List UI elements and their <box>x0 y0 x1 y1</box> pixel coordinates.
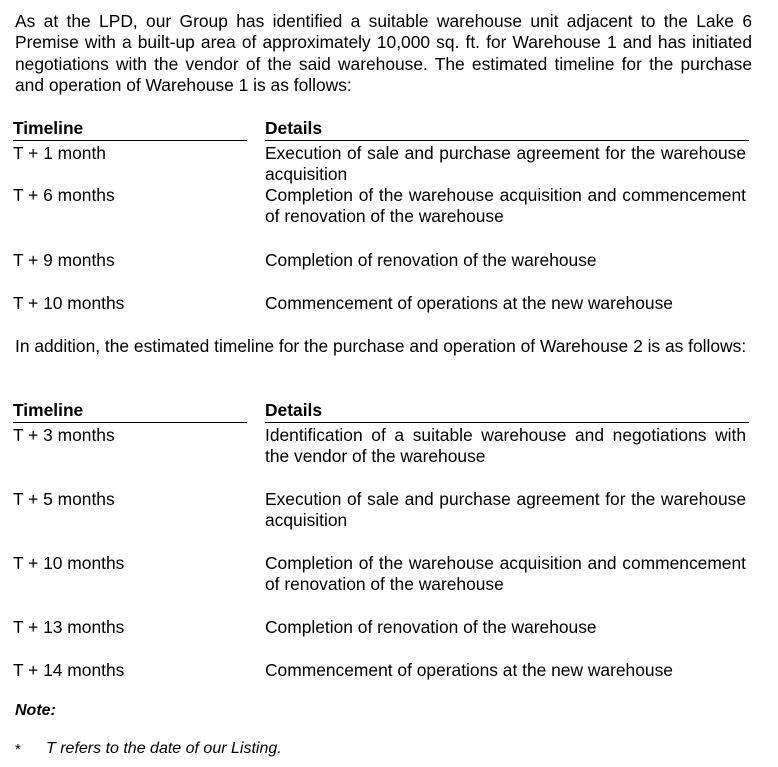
table1-row1-details: Execution of sale and purchase agreement for the warehouse acquisition <box>265 143 746 185</box>
table1-row3-details: Completion of renovation of the warehouse <box>265 250 597 270</box>
table1-timeline-rule <box>13 140 247 141</box>
table1-header-details: Details <box>265 118 323 138</box>
table1-row2-details: Completion of the warehouse acquisition and commencement of renovation of the warehouse <box>265 185 746 227</box>
table2-details-rule <box>265 422 749 423</box>
table1-row3-timeline: T + 9 months <box>13 250 115 270</box>
table1-details-rule <box>265 140 749 141</box>
table2-header-timeline: Timeline <box>13 400 84 420</box>
middle-paragraph: In addition, the estimated timeline for the purchase and operation of Warehouse 2 is as follows: <box>15 336 747 356</box>
table1-row4-timeline: T + 10 months <box>13 293 125 313</box>
table1-header-timeline: Timeline <box>13 118 84 138</box>
note-label: Note: <box>15 702 56 719</box>
table1-row1-timeline: T + 1 month <box>13 143 106 163</box>
table2-timeline-rule <box>13 422 247 423</box>
footnote-text: T refers to the date of our Listing. <box>46 740 282 757</box>
footnote-marker: * <box>15 741 21 758</box>
table2-row2-timeline: T + 5 months <box>13 489 115 509</box>
table2-row1-details: Identification of a suitable warehouse and negotiations with the vendor of the warehouse <box>265 425 746 467</box>
table2-row3-timeline: T + 10 months <box>13 553 125 573</box>
table2-header-details: Details <box>265 400 323 420</box>
table2-row3-details: Completion of the warehouse acquisition and commencement of renovation of the warehouse <box>265 553 746 595</box>
table2-row1-timeline: T + 3 months <box>13 425 115 445</box>
table1-row4-details: Commencement of operations at the new warehouse <box>265 293 673 313</box>
table1-row2-timeline: T + 6 months <box>13 185 115 205</box>
table2-row5-details: Commencement of operations at the new warehouse <box>265 660 673 680</box>
table2-row5-timeline: T + 14 months <box>13 660 125 680</box>
table2-row4-details: Completion of renovation of the warehouse <box>265 617 597 637</box>
table2-row4-timeline: T + 13 months <box>13 617 125 637</box>
table2-row2-details: Execution of sale and purchase agreement for the warehouse acquisition <box>265 489 746 531</box>
intro-paragraph: As at the LPD, our Group has identified a suitable warehouse unit adjacent to the Lake 6 Premise with a built-up area of approximately 10,000 sq. ft. for Warehouse 1 and has initiated negotiations with the vendor of the said warehouse. The estimated timeline for the purchase and operation of Warehouse 1 is as follows: <box>15 11 752 95</box>
